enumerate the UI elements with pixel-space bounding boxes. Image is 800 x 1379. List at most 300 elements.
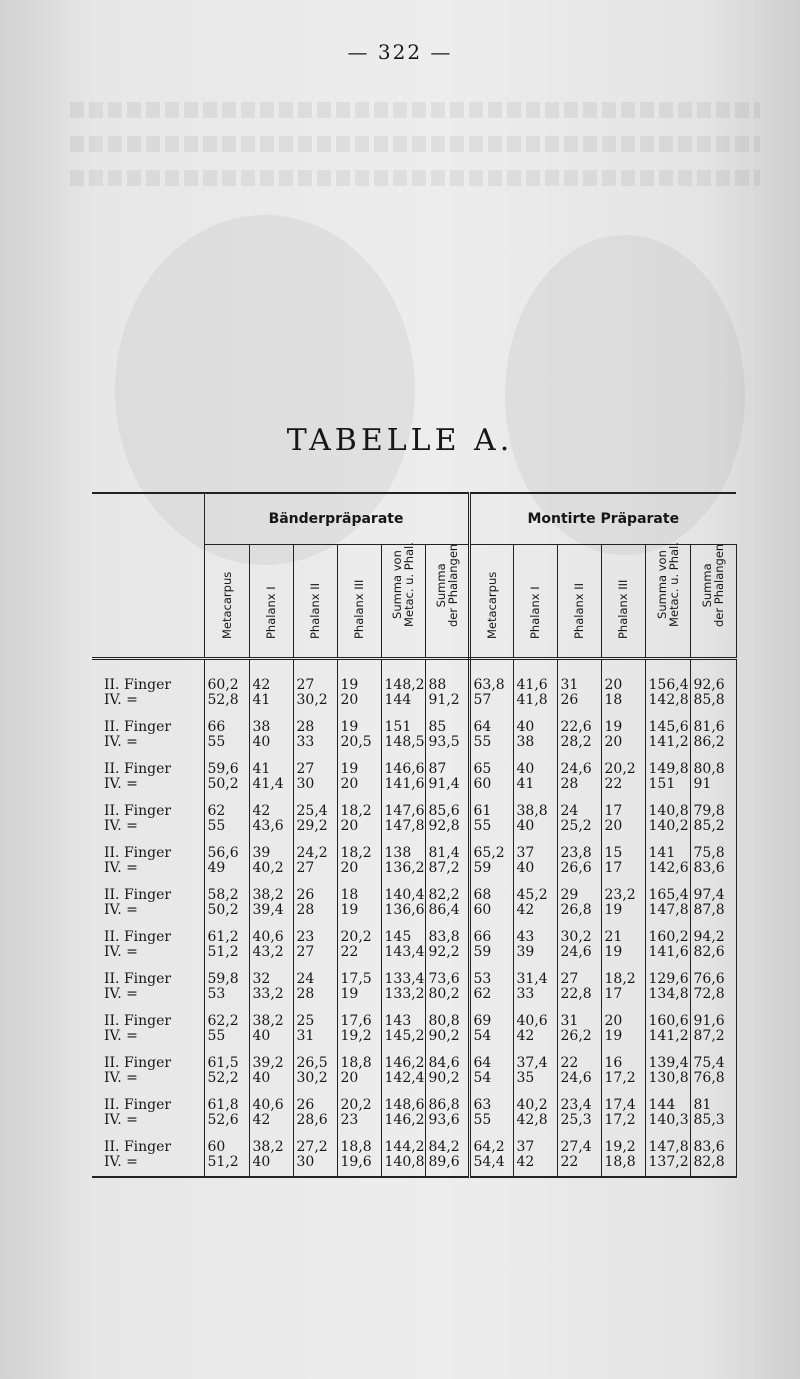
row-label: IV. = <box>92 735 204 756</box>
table-cell: 40 <box>249 735 293 756</box>
table-cell: 19 <box>337 672 381 693</box>
column-header <box>557 545 601 659</box>
table-cell: 72,8 <box>690 987 736 1008</box>
table-cell: 27 <box>557 966 601 987</box>
table-row <box>92 1008 736 1029</box>
row-label: II. Finger <box>92 882 204 903</box>
column-header-label <box>265 586 277 639</box>
table-cell: 26 <box>293 1092 337 1113</box>
table-cell: 81 <box>690 1092 736 1113</box>
table-cell: 143 <box>381 1008 425 1029</box>
table-cell: 51,2 <box>204 945 249 966</box>
table-cell: 139,4 <box>645 1050 690 1071</box>
table-cell: 87,2 <box>425 861 469 882</box>
column-header <box>513 545 557 659</box>
column-header-line: Summa von <box>390 550 404 619</box>
row-label: IV. = <box>92 1113 204 1134</box>
table-cell: 17,5 <box>337 966 381 987</box>
table-cell: 54,4 <box>469 1155 513 1177</box>
table-row <box>92 798 736 819</box>
table-cell: 76,6 <box>690 966 736 987</box>
group-header-montirte-praeparate: Montirte Präparate <box>469 493 736 545</box>
table-cell: 61 <box>469 798 513 819</box>
table-cell: 61,2 <box>204 924 249 945</box>
table-cell: 20 <box>601 819 645 840</box>
table-row <box>92 903 736 924</box>
table-cell: 22,6 <box>557 714 601 735</box>
column-header-line: Metac. u. Phal. <box>402 542 416 627</box>
table-cell: 40,2 <box>513 1092 557 1113</box>
table-row <box>92 882 736 903</box>
table-cell: 40 <box>513 861 557 882</box>
table-cell: 87,2 <box>690 1029 736 1050</box>
table-cell: 30,2 <box>557 924 601 945</box>
row-label: IV. = <box>92 693 204 714</box>
row-label: II. Finger <box>92 714 204 735</box>
table-cell: 84,2 <box>425 1134 469 1155</box>
table-cell: 85,8 <box>690 693 736 714</box>
table-cell: 60 <box>469 903 513 924</box>
table-cell: 23 <box>337 1113 381 1134</box>
table-cell: 144 <box>381 693 425 714</box>
table-cell: 92,8 <box>425 819 469 840</box>
table-cell: 140,3 <box>645 1113 690 1134</box>
table-cell: 55 <box>204 819 249 840</box>
table-cell: 40,6 <box>249 924 293 945</box>
table-cell: 141,6 <box>381 777 425 798</box>
table-cell: 59,6 <box>204 756 249 777</box>
row-label: II. Finger <box>92 1008 204 1029</box>
table-cell: 50,2 <box>204 903 249 924</box>
column-header-line: Phalanx III <box>352 579 366 639</box>
table-cell: 143,4 <box>381 945 425 966</box>
table-cell: 45,2 <box>513 882 557 903</box>
table-cell: 91,2 <box>425 693 469 714</box>
table-cell: 17 <box>601 987 645 1008</box>
table-cell: 40 <box>249 1071 293 1092</box>
table-cell: 76,8 <box>690 1071 736 1092</box>
table-cell: 24,6 <box>557 756 601 777</box>
column-header-label <box>573 583 585 639</box>
table-cell: 55 <box>204 735 249 756</box>
row-label: IV. = <box>92 861 204 882</box>
table-cell: 58,2 <box>204 882 249 903</box>
table-cell: 20 <box>601 1008 645 1029</box>
table-cell: 19 <box>601 1029 645 1050</box>
table-cell: 56,6 <box>204 840 249 861</box>
column-header-line: Phalanx I <box>528 586 543 639</box>
spacer-cell <box>469 659 513 673</box>
spacer-cell <box>337 659 381 673</box>
bleed-through-line <box>70 136 760 152</box>
table-cell: 80,8 <box>690 756 736 777</box>
table-row <box>92 777 736 798</box>
spacer-cell <box>293 659 337 673</box>
table-cell: 38 <box>249 714 293 735</box>
column-header <box>337 545 381 659</box>
bottom-rule-cell <box>92 1177 736 1182</box>
row-label: IV. = <box>92 987 204 1008</box>
column-header-line: Summa von <box>654 550 669 619</box>
table-cell: 19 <box>601 714 645 735</box>
table-cell: 52,8 <box>204 693 249 714</box>
table-cell: 52,2 <box>204 1071 249 1092</box>
table-row <box>92 756 736 777</box>
table-cell: 31,4 <box>513 966 557 987</box>
table-cell: 138 <box>381 840 425 861</box>
column-header-label <box>435 544 459 627</box>
table-cell: 20,5 <box>337 735 381 756</box>
table-cell: 24,6 <box>557 945 601 966</box>
table-cell: 41,6 <box>513 672 557 693</box>
table-cell: 133,2 <box>381 987 425 1008</box>
row-label: IV. = <box>92 1029 204 1050</box>
table-row <box>92 1134 736 1155</box>
table-cell: 38,2 <box>249 882 293 903</box>
table-cell: 20 <box>337 819 381 840</box>
table-row <box>92 693 736 714</box>
table-cell: 66 <box>204 714 249 735</box>
column-header-line: Metacarpus <box>219 571 234 639</box>
bleed-through-line <box>70 102 760 118</box>
column-header <box>690 545 736 659</box>
column-header-label <box>529 586 541 639</box>
table-cell: 29 <box>557 882 601 903</box>
table-cell: 38 <box>513 735 557 756</box>
row-label: IV. = <box>92 819 204 840</box>
table-cell: 59 <box>469 945 513 966</box>
spacer-cell <box>204 659 249 673</box>
table-cell: 61,8 <box>204 1092 249 1113</box>
table-cell: 17 <box>601 861 645 882</box>
table-cell: 43,2 <box>249 945 293 966</box>
table-cell: 18,8 <box>337 1134 381 1155</box>
table-cell: 26,2 <box>557 1029 601 1050</box>
table-cell: 22,8 <box>557 987 601 1008</box>
table-cell: 40 <box>249 1155 293 1177</box>
table-cell: 81,6 <box>690 714 736 735</box>
table-cell: 16 <box>601 1050 645 1071</box>
table-cell: 26,5 <box>293 1050 337 1071</box>
table-cell: 20,2 <box>337 924 381 945</box>
table-title: TABELLE A. <box>286 423 514 458</box>
table-cell: 31 <box>557 672 601 693</box>
table-cell: 41 <box>513 777 557 798</box>
table-cell: 39,2 <box>249 1050 293 1071</box>
table-cell: 25,3 <box>557 1113 601 1134</box>
table-cell: 87 <box>425 756 469 777</box>
column-header-line: Metacarpus <box>484 571 499 639</box>
table-cell: 89,6 <box>425 1155 469 1177</box>
table-cell: 27 <box>293 861 337 882</box>
table-cell: 54 <box>469 1071 513 1092</box>
table-cell: 144 <box>645 1092 690 1113</box>
table-cell: 18,8 <box>337 1050 381 1071</box>
table-cell: 144,2 <box>381 1134 425 1155</box>
table-cell: 75,8 <box>690 840 736 861</box>
spacer-cell <box>92 659 204 673</box>
table-cell: 85 <box>425 714 469 735</box>
table-cell: 82,8 <box>690 1155 736 1177</box>
table-cell: 19 <box>601 903 645 924</box>
table-row <box>92 1050 736 1071</box>
table-cell: 148,6 <box>381 1092 425 1113</box>
column-header <box>204 545 249 659</box>
table-cell: 147,8 <box>645 1134 690 1155</box>
table-cell: 53 <box>469 966 513 987</box>
table-cell: 97,4 <box>690 882 736 903</box>
table-cell: 22 <box>557 1050 601 1071</box>
table-row <box>92 861 736 882</box>
row-label: II. Finger <box>92 798 204 819</box>
table-cell: 141,2 <box>645 735 690 756</box>
column-header-line: Metac. u. Phal. <box>666 542 681 627</box>
bleed-through-line <box>70 170 760 186</box>
table-cell: 42 <box>513 1029 557 1050</box>
table-cell: 18,2 <box>601 966 645 987</box>
table-cell: 90,2 <box>425 1071 469 1092</box>
table-cell: 19,2 <box>337 1029 381 1050</box>
table-cell: 42 <box>249 1113 293 1134</box>
column-header-line: Phalanx III <box>616 579 631 639</box>
table-row <box>92 735 736 756</box>
table-cell: 148,5 <box>381 735 425 756</box>
table-cell: 140,2 <box>645 819 690 840</box>
table-cell: 140,8 <box>381 1155 425 1177</box>
table-cell: 38,2 <box>249 1008 293 1029</box>
table-cell: 140,8 <box>645 798 690 819</box>
table-cell: 31 <box>293 1029 337 1050</box>
table-cell: 160,6 <box>645 1008 690 1029</box>
table-row <box>92 1029 736 1050</box>
table-cell: 41,8 <box>513 693 557 714</box>
table-cell: 19 <box>337 903 381 924</box>
table-cell: 23,8 <box>557 840 601 861</box>
table-cell: 17,2 <box>601 1071 645 1092</box>
column-header-label <box>309 583 321 639</box>
measurement-table-wrapper <box>92 492 736 1182</box>
table-cell: 19,2 <box>601 1134 645 1155</box>
table-row <box>92 1092 736 1113</box>
table-cell: 62 <box>469 987 513 1008</box>
table-cell: 147,8 <box>381 819 425 840</box>
table-cell: 39 <box>513 945 557 966</box>
table-cell: 18 <box>601 693 645 714</box>
column-header-label <box>486 572 498 639</box>
table-cell: 64 <box>469 714 513 735</box>
column-header-line: Phalanx II <box>308 582 322 639</box>
table-cell: 62 <box>204 798 249 819</box>
table-cell: 80,2 <box>425 987 469 1008</box>
table-cell: 20 <box>337 777 381 798</box>
table-cell: 28 <box>557 777 601 798</box>
table-cell: 91 <box>690 777 736 798</box>
column-header <box>425 545 469 659</box>
table-cell: 29,2 <box>293 819 337 840</box>
table-cell: 141,2 <box>645 1029 690 1050</box>
table-cell: 88 <box>425 672 469 693</box>
table-cell: 30 <box>293 777 337 798</box>
spacer-row <box>92 659 736 673</box>
table-cell: 86,2 <box>690 735 736 756</box>
table-cell: 40 <box>249 1029 293 1050</box>
table-row <box>92 987 736 1008</box>
table-cell: 41 <box>249 693 293 714</box>
table-row <box>92 966 736 987</box>
table-cell: 40,6 <box>249 1092 293 1113</box>
row-label: II. Finger <box>92 1050 204 1071</box>
table-cell: 15 <box>601 840 645 861</box>
table-cell: 37,4 <box>513 1050 557 1071</box>
column-header-line: Phalanx II <box>572 582 587 639</box>
table-cell: 38,8 <box>513 798 557 819</box>
spacer-cell <box>645 659 690 673</box>
column-header <box>293 545 337 659</box>
table-cell: 20 <box>337 693 381 714</box>
table-cell: 94,2 <box>690 924 736 945</box>
column-header-line: Summa <box>433 563 448 608</box>
table-cell: 30 <box>293 1155 337 1177</box>
table-cell: 33 <box>513 987 557 1008</box>
table-cell: 27 <box>293 756 337 777</box>
table-cell: 69 <box>469 1008 513 1029</box>
table-cell: 65 <box>469 756 513 777</box>
table-cell: 25,4 <box>293 798 337 819</box>
table-cell: 18,8 <box>601 1155 645 1177</box>
table-cell: 52,6 <box>204 1113 249 1134</box>
table-cell: 20 <box>601 735 645 756</box>
table-cell: 81,4 <box>425 840 469 861</box>
table-cell: 30,2 <box>293 1071 337 1092</box>
table-cell: 24,2 <box>293 840 337 861</box>
column-header <box>381 542 425 659</box>
row-label: II. Finger <box>92 756 204 777</box>
spacer-cell <box>557 659 601 673</box>
column-header <box>469 545 513 659</box>
row-label: IV. = <box>92 903 204 924</box>
table-cell: 37 <box>513 840 557 861</box>
table-cell: 20 <box>601 672 645 693</box>
table-cell: 66 <box>469 924 513 945</box>
table-cell: 49 <box>204 861 249 882</box>
table-cell: 55 <box>204 1029 249 1050</box>
table-cell: 85,3 <box>690 1113 736 1134</box>
table-cell: 24,6 <box>557 1071 601 1092</box>
table-cell: 42 <box>513 1155 557 1177</box>
table-cell: 142,8 <box>645 693 690 714</box>
table-cell: 33 <box>293 735 337 756</box>
column-header-line: der Phalangen <box>445 543 460 627</box>
table-row <box>92 1155 736 1177</box>
table-cell: 42,8 <box>513 1113 557 1134</box>
table-cell: 165,4 <box>645 882 690 903</box>
table-cell: 23 <box>293 924 337 945</box>
table-cell: 22 <box>337 945 381 966</box>
table-cell: 55 <box>469 819 513 840</box>
column-header <box>601 545 645 659</box>
table-cell: 41 <box>249 756 293 777</box>
table-cell: 130,8 <box>645 1071 690 1092</box>
table-cell: 27,2 <box>293 1134 337 1155</box>
table-cell: 82,2 <box>425 882 469 903</box>
table-cell: 63 <box>469 1092 513 1113</box>
table-cell: 63,8 <box>469 672 513 693</box>
table-cell: 25,2 <box>557 819 601 840</box>
table-cell: 40 <box>513 819 557 840</box>
table-cell: 19 <box>337 987 381 1008</box>
table-cell: 20 <box>337 861 381 882</box>
table-cell: 134,8 <box>645 987 690 1008</box>
table-cell: 64 <box>469 1050 513 1071</box>
table-cell: 82,6 <box>690 945 736 966</box>
table-cell: 90,2 <box>425 1029 469 1050</box>
table-cell: 142,4 <box>381 1071 425 1092</box>
table-cell: 26 <box>557 693 601 714</box>
table-cell: 24 <box>293 966 337 987</box>
table-cell: 59,8 <box>204 966 249 987</box>
table-cell: 147,6 <box>381 798 425 819</box>
table-cell: 42 <box>249 798 293 819</box>
table-cell: 39,4 <box>249 903 293 924</box>
row-label: II. Finger <box>92 1092 204 1113</box>
table-cell: 22 <box>601 777 645 798</box>
table-cell: 41,4 <box>249 777 293 798</box>
spacer-cell <box>690 659 736 673</box>
table-cell: 86,8 <box>425 1092 469 1113</box>
table-cell: 59 <box>469 861 513 882</box>
table-cell: 87,8 <box>690 903 736 924</box>
row-label: IV. = <box>92 1071 204 1092</box>
table-cell: 85,6 <box>425 798 469 819</box>
table-cell: 73,6 <box>425 966 469 987</box>
table-row <box>92 1113 736 1134</box>
table-cell: 93,6 <box>425 1113 469 1134</box>
table-cell: 17,6 <box>337 1008 381 1029</box>
table-cell: 22 <box>557 1155 601 1177</box>
table-cell: 17 <box>601 798 645 819</box>
column-header <box>645 542 690 659</box>
table-row <box>92 672 736 693</box>
table-cell: 33,2 <box>249 987 293 1008</box>
table-cell: 25 <box>293 1008 337 1029</box>
table-cell: 146,2 <box>381 1050 425 1071</box>
table-cell: 160,2 <box>645 924 690 945</box>
table-cell: 91,6 <box>690 1008 736 1029</box>
table-cell: 40 <box>513 756 557 777</box>
column-header-label <box>353 580 365 639</box>
table-cell: 19 <box>601 945 645 966</box>
column-header <box>249 545 293 659</box>
column-header-label <box>656 542 680 627</box>
table-cell: 141 <box>645 840 690 861</box>
table-cell: 136,2 <box>381 861 425 882</box>
table-cell: 17,2 <box>601 1113 645 1134</box>
table-cell: 30,2 <box>293 693 337 714</box>
table-cell: 27 <box>293 945 337 966</box>
table-cell: 17,4 <box>601 1092 645 1113</box>
table-cell: 55 <box>469 735 513 756</box>
table-cell: 19 <box>337 714 381 735</box>
table-cell: 62,2 <box>204 1008 249 1029</box>
page-number: — 322 — <box>347 40 453 64</box>
spacer-cell <box>249 659 293 673</box>
table-cell: 42 <box>249 672 293 693</box>
table-cell: 50,2 <box>204 777 249 798</box>
row-label: IV. = <box>92 945 204 966</box>
table-cell: 83,6 <box>690 1134 736 1155</box>
table-cell: 64,2 <box>469 1134 513 1155</box>
table-cell: 129,6 <box>645 966 690 987</box>
